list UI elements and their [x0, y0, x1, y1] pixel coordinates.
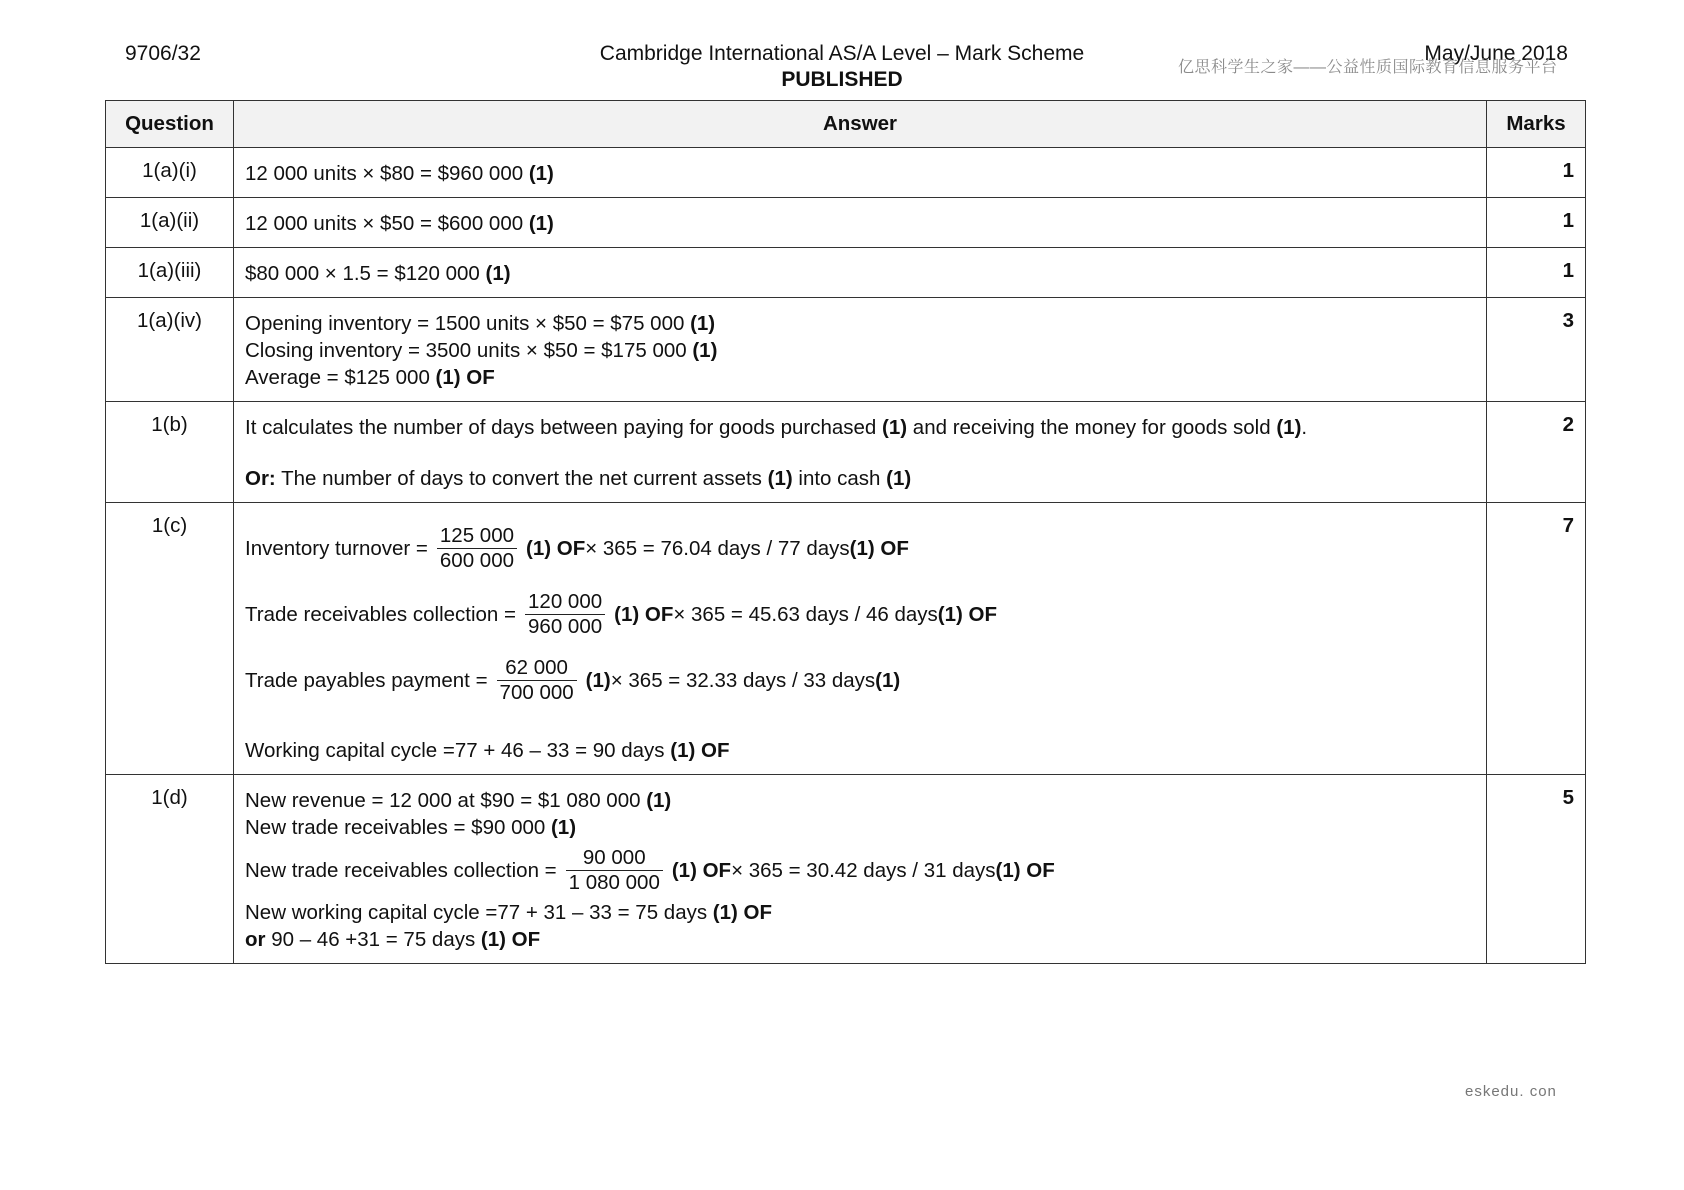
answer-text: 90 – 46 +31 = 75 days — [265, 928, 481, 951]
table-row — [106, 503, 1586, 775]
answer-text: The number of days to convert the net current assets — [275, 467, 768, 490]
marks-cell: 7 — [1487, 503, 1586, 775]
marks-cell: 2 — [1487, 402, 1586, 503]
answer-text: Average = $125 000 — [245, 366, 436, 389]
marks-header: Marks — [1487, 101, 1586, 148]
answer-text: × 365 = 45.63 days / 46 days — [673, 602, 938, 626]
mark-indicator: (1) OF — [526, 536, 586, 560]
numerator: 62 000 — [505, 655, 568, 679]
watermark-top: 亿思科学生之家——公益性质国际教育信息服务平台 — [1178, 59, 1558, 76]
marks-cell: 1 — [1487, 198, 1586, 248]
answer-cell — [234, 248, 1487, 298]
answer-line — [245, 737, 1476, 764]
answer-text: 12 000 units × $50 = $600 000 — [245, 212, 529, 235]
answer-cell — [234, 402, 1487, 503]
question-header: Question — [106, 101, 234, 148]
answer-text: . — [1301, 416, 1308, 439]
mark-indicator: (1) OF — [937, 602, 997, 626]
answer-text: Trade receivables collection = — [245, 602, 517, 626]
answer-line — [245, 899, 1476, 926]
answer-text: × 365 = 76.04 days / 77 days — [585, 536, 850, 560]
question-cell: 1(a)(iv) — [106, 298, 234, 402]
numerator: 125 000 — [439, 523, 514, 547]
mark-indicator: (1) — [767, 467, 793, 490]
mark-indicator: (1) OF — [712, 901, 773, 924]
formula-line — [245, 515, 1476, 581]
mark-indicator: (1) — [1276, 416, 1302, 439]
mark-indicator: (1) — [690, 312, 716, 335]
answer-line — [245, 337, 1476, 364]
answer-cell — [234, 198, 1487, 248]
table-row — [106, 198, 1586, 248]
mark-indicator: (1) OF — [849, 536, 909, 560]
document-status: PUBLISHED — [781, 68, 903, 91]
answer-header: Answer — [234, 101, 1487, 148]
question-cell: 1(b) — [106, 402, 234, 503]
table-row — [106, 248, 1586, 298]
marks-cell: 3 — [1487, 298, 1586, 402]
answer-text: New trade receivables = $90 000 — [245, 816, 551, 839]
answer-cell — [234, 503, 1487, 775]
denominator: 700 000 — [497, 680, 577, 705]
mark-indicator: (1) — [585, 668, 611, 692]
answer-cell — [234, 775, 1487, 964]
marks-cell: 1 — [1487, 248, 1586, 298]
fraction — [525, 590, 605, 639]
mark-indicator: (1) — [882, 416, 908, 439]
mark-indicator: (1) — [646, 789, 672, 812]
spacer — [245, 441, 1476, 465]
mark-indicator: (1) OF — [614, 602, 674, 626]
mark-indicator: (1) — [528, 212, 554, 235]
denominator: 600 000 — [437, 548, 517, 573]
answer-cell — [234, 298, 1487, 402]
mark-scheme-table — [105, 100, 1586, 964]
answer-text: New trade receivables collection = — [245, 858, 557, 882]
answer-text: 12 000 units × $80 = $960 000 — [245, 162, 529, 185]
or-label: or — [245, 928, 266, 951]
table-header-row — [106, 101, 1586, 148]
mark-indicator: (1) OF — [435, 366, 495, 389]
mark-indicator: (1) OF — [480, 928, 541, 951]
fraction — [437, 524, 517, 573]
answer-line — [245, 787, 1476, 814]
denominator: 1 080 000 — [566, 870, 663, 895]
answer-text: × 365 = 32.33 days / 33 days — [610, 668, 876, 692]
watermark-bottom: eskedu. con — [1465, 1083, 1557, 1100]
question-cell: 1(a)(ii) — [106, 198, 234, 248]
answer-line — [245, 414, 1476, 441]
answer-cell — [234, 148, 1487, 198]
table-row — [106, 298, 1586, 402]
marks-cell: 5 — [1487, 775, 1586, 964]
answer-text: into cash — [792, 467, 887, 490]
formula-line — [245, 647, 1476, 713]
mark-indicator: (1) — [485, 262, 511, 285]
question-cell: 1(a)(i) — [106, 148, 234, 198]
fraction — [497, 656, 577, 705]
answer-line — [245, 926, 1476, 953]
answer-text: Inventory turnover = — [245, 536, 428, 560]
answer-text: New revenue = 12 000 at $90 = $1 080 000 — [245, 789, 647, 812]
marks-cell: 1 — [1487, 148, 1586, 198]
mark-indicator: (1) OF — [995, 858, 1055, 882]
mark-indicator: (1) — [550, 816, 577, 839]
answer-line — [245, 814, 1476, 841]
table-row — [106, 148, 1586, 198]
answer-text: Closing inventory = 3500 units × $50 = $175 000 — [245, 339, 693, 362]
or-label: Or: — [245, 467, 276, 490]
answer-text: × 365 = 30.42 days / 31 days — [731, 858, 996, 882]
mark-indicator: (1) — [692, 339, 718, 362]
question-cell: 1(d) — [106, 775, 234, 964]
exam-session: May/June 2018 — [1424, 42, 1568, 65]
table-row — [106, 775, 1586, 964]
formula-line — [245, 841, 1476, 899]
answer-text: It calculates the number of days between paying for goods purchased — [245, 416, 883, 439]
answer-text: Opening inventory = 1500 units × $50 = $75 000 — [245, 312, 691, 335]
table-row — [106, 402, 1586, 503]
numerator: 90 000 — [582, 845, 646, 869]
answer-text: $80 000 × 1.5 = $120 000 — [245, 262, 486, 285]
answer-text: and receiving the money for goods sold — [907, 416, 1277, 439]
document-code: 9706/32 — [125, 42, 201, 65]
mark-indicator: (1) — [886, 467, 912, 490]
document-title: Cambridge International AS/A Level – Mark Scheme — [599, 42, 1085, 65]
mark-indicator: (1) OF — [671, 858, 732, 882]
fraction — [566, 846, 663, 895]
question-cell: 1(a)(iii) — [106, 248, 234, 298]
question-cell: 1(c) — [106, 503, 234, 775]
mark-indicator: (1) — [875, 668, 901, 692]
spacer — [245, 713, 1476, 737]
answer-text: Working capital cycle =77 + 46 – 33 = 90 days — [245, 739, 671, 762]
answer-line — [245, 364, 1476, 391]
formula-line — [245, 581, 1476, 647]
denominator: 960 000 — [525, 614, 605, 639]
numerator: 120 000 — [528, 589, 603, 613]
answer-text: Trade payables payment = — [245, 668, 488, 692]
mark-indicator: (1) OF — [670, 739, 730, 762]
answer-text: New working capital cycle =77 + 31 – 33 = 75 days — [245, 901, 713, 924]
mark-indicator: (1) — [528, 162, 554, 185]
answer-line — [245, 465, 1476, 492]
answer-line — [245, 310, 1476, 337]
